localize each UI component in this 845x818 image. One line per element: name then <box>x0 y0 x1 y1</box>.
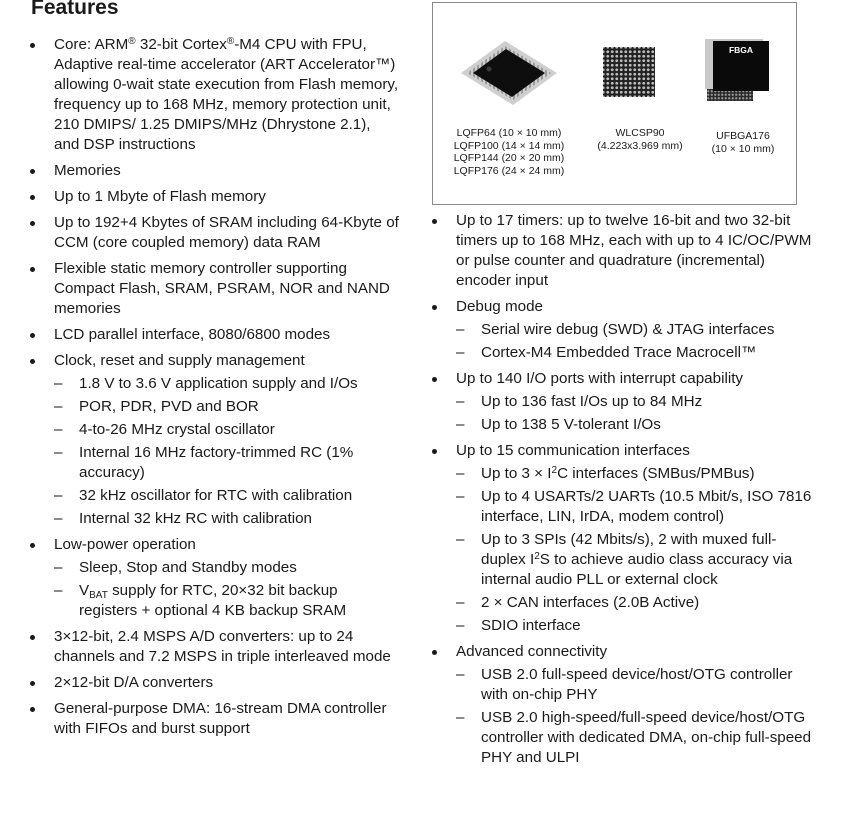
dash-icon: – <box>456 666 465 683</box>
dash-icon: – <box>456 709 465 726</box>
sub-item <box>456 320 812 340</box>
feature-flash <box>28 187 400 207</box>
debug-sublist <box>456 320 812 363</box>
sub-text: Internal 32 kHz RC with calibration <box>79 510 312 527</box>
bullet-icon <box>30 221 35 226</box>
feature-text: Flexible static memory controller supporting Compact Flash, SRAM, PSRAM, NOR and NAND memories <box>54 260 390 317</box>
caption-line: (4.223x3.969 mm) <box>597 139 683 152</box>
feature-text: 3×12-bit, 2.4 MSPS A/D converters: up to 24 channels and 7.2 MSPS in triple interleaved mode <box>54 628 391 665</box>
sub-item <box>54 558 400 578</box>
sub-text: Cortex-M4 Embedded Trace Macrocell™ <box>481 344 757 361</box>
sub-item <box>456 415 812 435</box>
dash-icon: – <box>54 444 63 461</box>
feature-text: 2×12-bit D/A converters <box>54 674 214 691</box>
bullet-icon <box>30 707 35 712</box>
sub-text: 32 kHz oscillator for RTC with calibration <box>79 487 353 504</box>
bullet-icon <box>30 333 35 338</box>
sub-text: Up to 136 fast I/Os up to 84 MHz <box>481 393 703 410</box>
spi-text-2: S to achieve audio class accuracy via internal audio PLL or external clock <box>481 551 793 588</box>
connectivity-sublist <box>456 665 812 768</box>
dash-icon: – <box>456 488 465 505</box>
feature-communication <box>430 441 812 636</box>
feature-adc <box>28 627 400 667</box>
caption-line: LQFP144 (20 × 20 mm) <box>453 152 565 164</box>
registered-mark: ® <box>128 36 136 47</box>
feature-connectivity <box>430 642 812 768</box>
dash-icon: – <box>456 617 465 634</box>
registered-mark: ® <box>226 36 235 47</box>
dash-icon: – <box>456 594 465 611</box>
bullet-icon <box>30 543 35 548</box>
bullet-icon <box>30 43 35 48</box>
sub-text: USB 2.0 full-speed device/host/OTG controller with on-chip PHY <box>481 666 793 703</box>
sub-item <box>456 708 812 768</box>
bullet-icon <box>432 449 437 454</box>
feature-debug <box>430 297 812 363</box>
dash-icon: – <box>456 531 465 548</box>
dash-icon: – <box>456 344 465 361</box>
vbat-v: V <box>79 582 90 599</box>
feature-text: LCD parallel interface, 8080/6800 modes <box>54 326 331 343</box>
sub-item <box>54 486 400 506</box>
caption-line: WLCSP90 <box>615 127 665 139</box>
bullet-icon <box>432 219 437 224</box>
dash-icon: – <box>54 510 63 527</box>
feature-text: General-purpose DMA: 16-stream DMA controller with FIFOs and burst support <box>54 700 387 737</box>
sub-text: Serial wire debug (SWD) & JTAG interfaces <box>481 321 775 338</box>
feature-timers <box>430 211 812 291</box>
bullet-icon <box>30 169 35 174</box>
sub-item <box>456 343 812 363</box>
sub-item <box>456 487 812 527</box>
fbga-chip-label: FBGA <box>728 45 754 55</box>
feature-dac <box>28 673 400 693</box>
bullet-icon <box>432 305 437 310</box>
sub-text: Internal 16 MHz factory-trimmed RC (1% accuracy) <box>79 444 354 481</box>
feature-text: Advanced connectivity <box>456 643 608 660</box>
feature-low-power <box>28 535 400 621</box>
bullet-icon <box>30 195 35 200</box>
sub-item-i2c <box>456 464 812 484</box>
caption-line: LQFP100 (14 × 14 mm) <box>453 139 565 152</box>
vbat-subscript: BAT <box>89 590 108 601</box>
core-text-3: -M4 CPU with FPU, Adaptive real-time accelerator (ART Accelerator™) allowing 0-wait state execution from Flash memory, frequency up to 168 MHz, memory protection unit, 210 DMIPS/ 1.25 DMIPS/MHz (Dhrystone 2.1), and DSP instructions <box>54 36 399 153</box>
io-sublist <box>456 392 812 435</box>
sub-text: Sleep, Stop and Standby modes <box>79 559 297 576</box>
sub-item-vbat <box>54 581 400 621</box>
sub-text: Up to 138 5 V-tolerant I/Os <box>481 416 661 433</box>
spi-text-1: Up to 3 SPIs (42 Mbits/s), 2 with muxed full-duplex I <box>481 531 777 568</box>
sub-text: 4-to-26 MHz crystal oscillator <box>79 421 275 438</box>
i2s-superscript: 2 <box>534 551 540 562</box>
sub-item <box>54 374 400 394</box>
sub-item <box>456 665 812 705</box>
ufbga-caption <box>691 130 795 155</box>
lqfp-caption <box>447 127 571 177</box>
lqfp-chip-icon <box>453 37 565 109</box>
feature-text: Up to 17 timers: up to twelve 16-bit and two 32-bit timers up to 168 MHz, each with up to 4 IC/OC/PWM or pulse counter and quadrature (incremental) encoder input <box>456 212 812 289</box>
feature-lcd <box>28 325 400 345</box>
core-text-2: 32-bit Cortex <box>135 36 227 53</box>
caption-line: (10 × 10 mm) <box>711 142 775 155</box>
bullet-icon <box>30 267 35 272</box>
wlcsp-caption <box>583 127 697 152</box>
dash-icon: – <box>456 465 465 482</box>
sub-item <box>54 420 400 440</box>
i2c-superscript: 2 <box>551 465 558 476</box>
feature-io-ports <box>430 369 812 435</box>
package-figure <box>432 2 797 205</box>
wlcsp-chip-icon <box>601 45 657 101</box>
clock-sublist <box>54 374 400 529</box>
caption-line: LQFP64 (10 × 10 mm) <box>456 127 562 139</box>
sub-item <box>456 616 812 636</box>
bullet-icon <box>30 359 35 364</box>
feature-dma <box>28 699 400 739</box>
feature-sram <box>28 213 400 253</box>
feature-core <box>28 35 400 155</box>
sub-text: 2 × CAN interfaces (2.0B Active) <box>481 594 700 611</box>
comm-sublist <box>456 464 812 636</box>
bullet-icon <box>432 650 437 655</box>
sub-text: 1.8 V to 3.6 V application supply and I/Os <box>79 375 358 392</box>
feature-memories <box>28 161 400 181</box>
dash-icon: – <box>54 487 63 504</box>
bullet-icon <box>30 635 35 640</box>
dash-icon: – <box>54 421 63 438</box>
sub-item <box>456 593 812 613</box>
dash-icon: – <box>54 375 63 392</box>
bullet-icon <box>30 681 35 686</box>
feature-text: Debug mode <box>456 298 543 315</box>
dash-icon: – <box>54 398 63 415</box>
caption-line: UFBGA176 <box>716 130 770 142</box>
feature-text: Up to 140 I/O ports with interrupt capability <box>456 370 744 387</box>
sub-text: USB 2.0 high-speed/full-speed device/host/OTG controller with dedicated DMA, on-chip full-speed PHY and ULPI <box>481 709 812 766</box>
sub-text: POR, PDR, PVD and BOR <box>79 398 259 415</box>
low-power-sublist <box>54 558 400 621</box>
feature-text: Low-power operation <box>54 536 196 553</box>
dash-icon: – <box>456 321 465 338</box>
sub-text: SDIO interface <box>481 617 581 634</box>
feature-clock <box>28 351 400 529</box>
feature-text: Up to 192+4 Kbytes of SRAM including 64-Kbyte of CCM (core coupled memory) data RAM <box>54 214 399 251</box>
sub-item <box>456 392 812 412</box>
sub-item <box>54 397 400 417</box>
features-heading: Features <box>31 0 119 19</box>
sub-item <box>54 443 400 483</box>
dash-icon: – <box>456 393 465 410</box>
dash-icon: – <box>456 416 465 433</box>
feature-fsmc <box>28 259 400 319</box>
bullet-icon <box>432 377 437 382</box>
right-feature-list <box>430 211 812 774</box>
sub-item <box>54 509 400 529</box>
ufbga-chip-icon <box>703 37 771 103</box>
core-text-1: Core: ARM <box>54 36 129 53</box>
dash-icon: – <box>54 582 63 599</box>
sub-text: Up to 4 USARTs/2 UARTs (10.5 Mbit/s, ISO 7816 interface, LIN, IrDA, modem control) <box>481 488 812 525</box>
caption-line: LQFP176 (24 × 24 mm) <box>453 164 565 177</box>
sub-item-spi <box>456 530 812 590</box>
left-feature-list <box>28 35 400 745</box>
i2c-text-2: C interfaces (SMBus/PMBus) <box>557 465 755 482</box>
feature-text: Clock, reset and supply management <box>54 352 305 369</box>
feature-text: Memories <box>54 162 121 179</box>
i2c-text-1: Up to 3 × I <box>481 465 552 482</box>
vbat-text: supply for RTC, 20×32 bit backup registers + optional 4 KB backup SRAM <box>79 582 347 619</box>
feature-text: Up to 1 Mbyte of Flash memory <box>54 188 266 205</box>
feature-text: Up to 15 communication interfaces <box>456 442 690 459</box>
dash-icon: – <box>54 559 63 576</box>
